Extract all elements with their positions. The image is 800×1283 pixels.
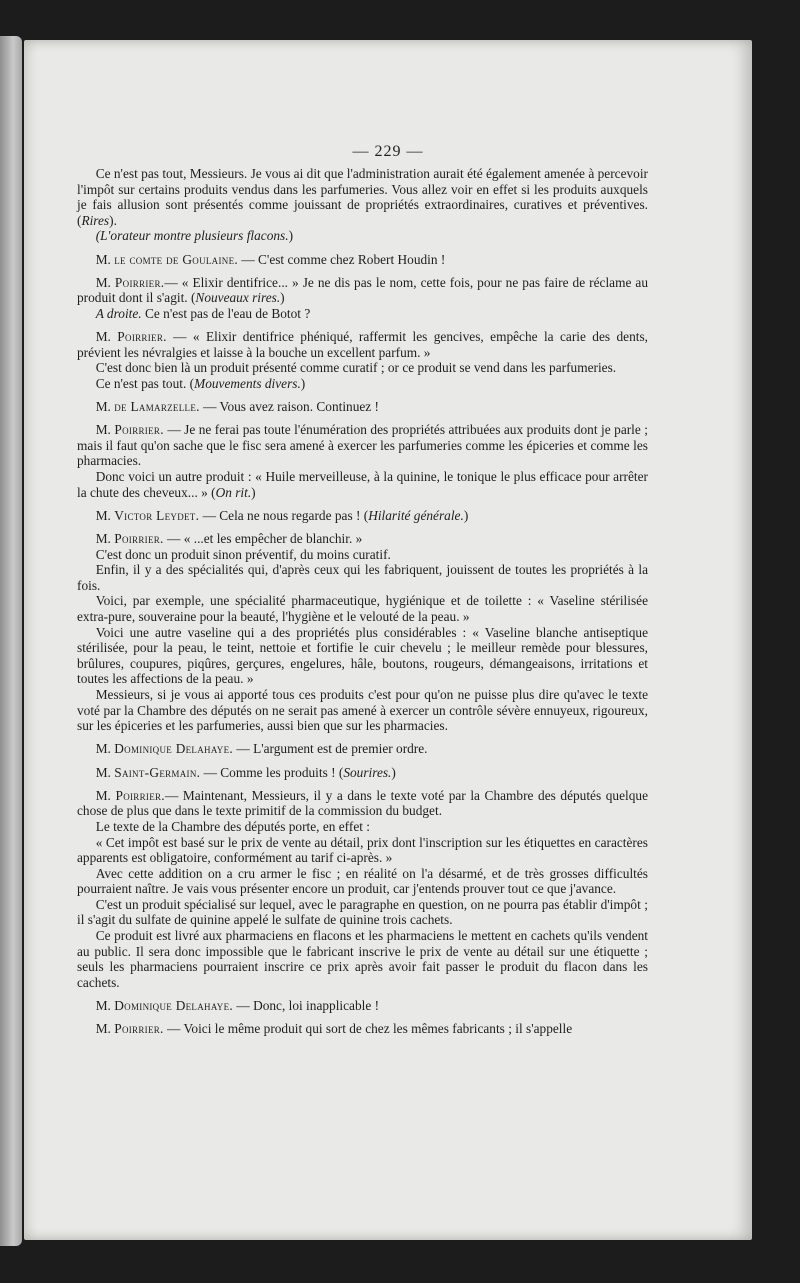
speaker-name: Poirrier. bbox=[114, 531, 164, 547]
text-run: Avec cette addition on a cru armer le fisc ; en réalité on l'a désarmé, et de très grosses difficultés pourraient naître. Je vais vous présenter encore un produit, car j'entends prouver tout ce que j'avance. bbox=[77, 865, 648, 897]
text-run: ) bbox=[463, 507, 469, 523]
text-run: C'est donc bien là un produit présenté comme curatif ; or ce produit se vend dans les parfumeries. bbox=[95, 360, 617, 376]
text-run: M. bbox=[95, 764, 115, 780]
paragraph bbox=[77, 547, 648, 563]
speaker-name: Poirrier. bbox=[114, 1021, 164, 1037]
italic-text: Sourires. bbox=[343, 764, 392, 780]
paragraph bbox=[77, 593, 648, 624]
paragraph bbox=[77, 866, 648, 897]
facing-page-edge bbox=[0, 36, 22, 1246]
paragraph bbox=[77, 897, 648, 928]
text-run: ) bbox=[251, 484, 256, 500]
paragraph bbox=[77, 562, 648, 593]
paragraph bbox=[77, 422, 648, 469]
text-run: M. bbox=[95, 1021, 115, 1037]
text-run: Ce n'est pas tout. ( bbox=[95, 375, 195, 391]
speaker-name: de Lamarzelle. bbox=[114, 399, 200, 415]
paragraph bbox=[77, 360, 648, 376]
paragraph bbox=[77, 1021, 648, 1037]
paragraph bbox=[77, 376, 648, 392]
text-run: ) bbox=[280, 290, 285, 306]
speaker-name: Poirrier. bbox=[114, 422, 164, 438]
italic-text: A droite. bbox=[95, 305, 142, 321]
speaker-name: Dominique Delahaye. bbox=[114, 998, 234, 1014]
paragraph bbox=[77, 329, 648, 360]
italic-text: Hilarité générale. bbox=[368, 507, 464, 523]
italic-text: Rires bbox=[81, 212, 110, 228]
paragraph bbox=[77, 469, 648, 500]
paragraph bbox=[77, 228, 648, 244]
paragraph bbox=[77, 765, 648, 781]
text-run: M. bbox=[95, 998, 115, 1014]
paragraph bbox=[77, 998, 648, 1014]
italic-text: ( bbox=[95, 228, 101, 244]
text-run: M. bbox=[95, 507, 115, 523]
speaker-name: Poirrier. bbox=[115, 787, 165, 803]
speaker-name: le comte de Goulaine. bbox=[114, 251, 238, 267]
paragraph bbox=[77, 252, 648, 268]
text-run: M. bbox=[95, 251, 115, 267]
paragraph bbox=[77, 819, 648, 835]
italic-text: Mouvements divers. bbox=[194, 375, 301, 391]
paragraph bbox=[77, 306, 648, 322]
text-run: Le texte de la Chambre des députés porte, en effet : bbox=[95, 818, 370, 834]
text-run: — Maintenant, Messieurs, il y a dans le texte voté par la Chambre des députés quelque chose de plus que dans le texte primitif de la commission du budget. bbox=[77, 787, 648, 819]
text-run: — Je ne ferai pas toute l'énumération des propriétés attribuées aux produits dont je parle ; mais il faut qu'on sache que le fisc sera amené à exercer les parfumeries comme les épiceries et comme les pharmacies. bbox=[77, 422, 648, 469]
text-run: ) bbox=[300, 375, 306, 391]
text-run: M. bbox=[95, 741, 115, 757]
text-run: — Vous avez raison. Continuez ! bbox=[199, 399, 379, 415]
paragraph bbox=[77, 835, 648, 866]
text-run: M. bbox=[95, 329, 118, 345]
paragraph bbox=[77, 531, 648, 547]
page-number: — 229 — bbox=[352, 143, 424, 160]
book-page bbox=[24, 40, 752, 1240]
text-run: Messieurs, si je vous ai apporté tous ces produits c'est pour qu'on ne puisse plus dire qu'avec le texte voté par la Chambre des députés on ne serait pas amené à exercer un contrôle sévère ennuyeux, rigoureux, sur les épiceries et les parfumeries, aussi bien que sur les pharmacies. bbox=[77, 686, 648, 734]
paragraph bbox=[77, 508, 648, 524]
italic-text: L'orateur montre plusieurs flacons. bbox=[100, 228, 289, 244]
text-run: M. bbox=[95, 531, 115, 547]
text-run: ). bbox=[109, 212, 117, 228]
italic-text: Nouveaux rires. bbox=[195, 290, 281, 306]
speaker-name: Victor Leydet. bbox=[114, 507, 200, 523]
text-run: C'est donc un produit sinon préventif, du moins curatif. bbox=[95, 546, 391, 562]
text-run: — Voici le même produit qui sort de chez les mêmes fabricants ; il s'appelle bbox=[163, 1021, 573, 1037]
text-run: C'est un produit spécialisé sur lequel, avec le paragraphe en question, on ne pourra pas établir d'impôt ; il s'agit du sulfate de quinine appelé le sulfate de quinine trois cachets. bbox=[77, 896, 648, 928]
text-run: Voici, par exemple, une spécialité pharmaceutique, hygiénique et de toilette : « Vaseline stérilisée extra-pure, souveraine pour la beauté, l'hygiène et le velouté de la peau. » bbox=[77, 593, 648, 624]
text-run: ) bbox=[391, 764, 396, 780]
text-run: — C'est comme chez Robert Houdin ! bbox=[238, 251, 446, 267]
paragraph bbox=[77, 399, 648, 415]
paragraph bbox=[77, 788, 648, 819]
text-run: — « Elixir dentifrice phéniqué, raffermit les gencives, empêche la carie des dents, prévient les névralgies et laisse à la bouche un excellent parfum. » bbox=[77, 329, 648, 360]
speaker-name: Dominique Delahaye. bbox=[114, 741, 234, 757]
paragraph bbox=[77, 275, 648, 306]
paragraph bbox=[77, 928, 648, 990]
text-run: Ce n'est pas de l'eau de Botot ? bbox=[141, 305, 311, 321]
paragraph bbox=[77, 625, 648, 687]
text-run: « Cet impôt est basé sur le prix de vente au détail, prix dont l'inscription sur les étiquettes en caractères apparents est obligatoire, conformément au tarif ci-après. » bbox=[77, 834, 648, 866]
text-run: Ce produit est livré aux pharmaciens en flacons et les pharmaciens le mettent en cachets qu'ils vendent au public. Il sera donc impossible que le fabricant inscrive le prix de vente au détail sur une étiquette ; seuls les pharmaciens pourraient inscrire ce prix après avoir fait passer le produit du flacon dans les cachets. bbox=[77, 928, 648, 990]
speaker-name: Saint-Germain. bbox=[114, 764, 201, 780]
text-run: M. bbox=[95, 422, 115, 438]
paragraph bbox=[77, 687, 648, 734]
text-run: Ce n'est pas tout, Messieurs. Je vous ai dit que l'administration aurait été également amenée à percevoir l'impôt sur certains produits vendus dans les parfumeries. Vous allez voir en effet si les produits auxquels je fais allusion sont présentés comme jouissant de propriétés extraordinaires, curatives et préventives. ( bbox=[77, 166, 648, 228]
text-run: Enfin, il y a des spécialités qui, d'après ceux qui les fabriquent, jouissent de toutes les propriétés à la fois. bbox=[77, 562, 648, 593]
speaker-name: Poirrier. bbox=[114, 274, 165, 290]
text-run: — Donc, loi inapplicable ! bbox=[233, 998, 380, 1014]
speaker-name: Poirrier. bbox=[117, 329, 167, 345]
text-run: Voici une autre vaseline qui a des propriétés plus considérables : « Vaseline blanche antiseptique stérilisée, pour la peau, le teint, nettoie et fortifie le cuir chevelu ; le meilleur remède pour blessures, brûlures, coupures, piqûres, gerçures, engelures, hâle, boutons, rougeurs, démangeaisons, irritations et toutes les affections de la peau. » bbox=[77, 624, 648, 687]
text-run: ) bbox=[288, 228, 294, 244]
italic-text: On rit. bbox=[215, 484, 252, 500]
text-run: Donc voici un autre produit : « Huile merveilleuse, à la quinine, le tonique le plus efficace pour arrêter la chute des cheveux... » ( bbox=[77, 469, 648, 500]
text-run: M. bbox=[95, 274, 115, 290]
text-run: — Cela ne nous regarde pas ! ( bbox=[199, 507, 369, 523]
text-run: — « Elixir dentifrice... » Je ne dis pas le nom, cette fois, pour ne pas faire de réclame au produit dont il s'agit. ( bbox=[77, 274, 648, 306]
text-run: — Comme les produits ! ( bbox=[200, 764, 344, 780]
text-run: — L'argument est de premier ordre. bbox=[233, 741, 428, 757]
paragraph bbox=[77, 166, 648, 228]
text-run: — « ...et les empêcher de blanchir. » bbox=[163, 531, 363, 547]
body-text bbox=[77, 166, 648, 1037]
paragraph bbox=[77, 741, 648, 757]
text-run: M. bbox=[95, 787, 116, 803]
text-run: M. bbox=[95, 399, 115, 415]
